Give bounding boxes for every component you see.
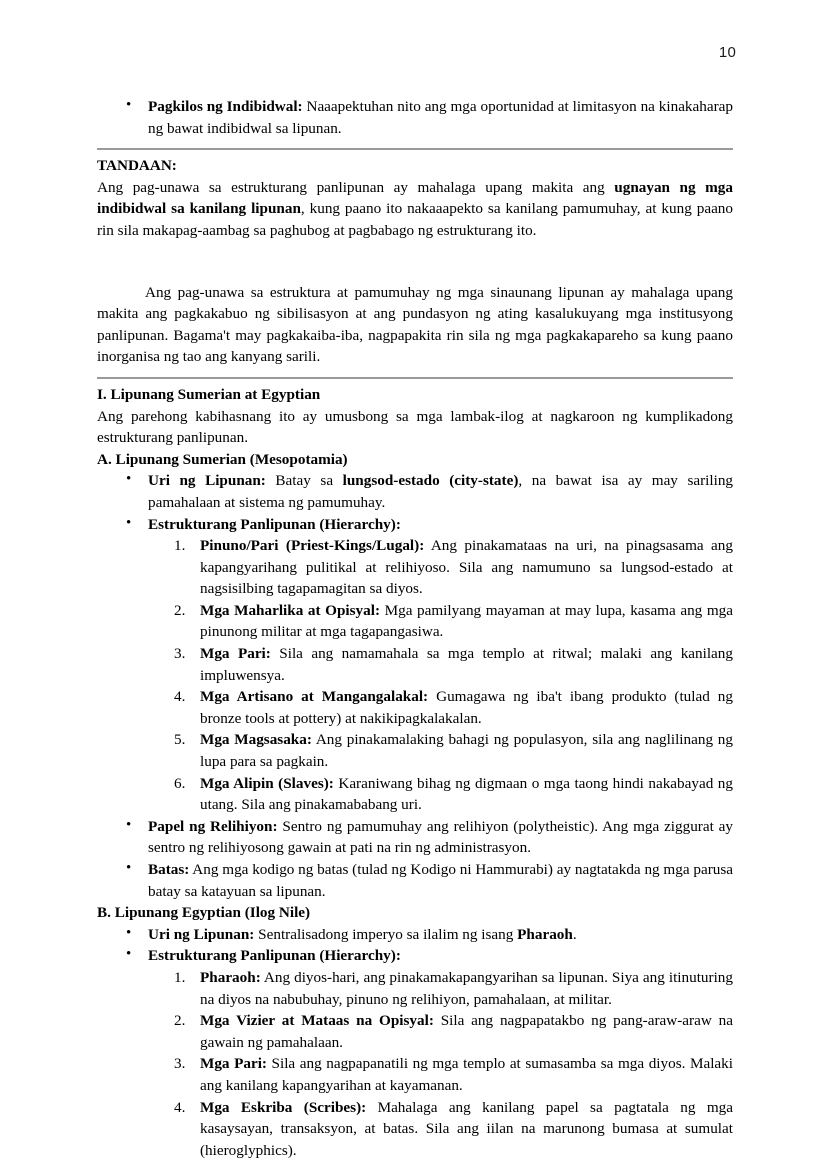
item-label: Mga Pari: xyxy=(200,645,271,663)
item-text: Ang pinakamalaking bahagi ng populasyon, sila ang naglilinang ng lupa para sa pagkain. xyxy=(200,731,733,771)
list-item xyxy=(97,729,733,772)
bullet-post: , na bawat isa ay may sariling pamahalaan at sistema ng pamumuhay. xyxy=(148,472,734,511)
item-label: Mga Pari: xyxy=(200,1055,267,1073)
bullet-pre: Batay sa xyxy=(265,472,343,490)
divider-section xyxy=(97,377,733,379)
bullet-label: Uri ng Lipunan: xyxy=(148,925,255,943)
item-label: Mga Maharlika at Opisyal: xyxy=(200,601,380,619)
item-label: Mga Magsasaka: xyxy=(200,731,312,749)
bullet-label: Estrukturang Panlipunan (Hierarchy): xyxy=(148,515,401,533)
list-item xyxy=(97,773,733,816)
bullet-label: Estrukturang Panlipunan (Hierarchy): xyxy=(148,947,401,965)
bullet-text: Ang mga kodigo ng batas (tulad ng Kodigo ni Hammurabi) ay nagtatakda ng mga parusa batay sa katayuan sa lipunan. xyxy=(148,861,734,900)
item-label: Pharaoh: xyxy=(200,968,261,986)
list-item xyxy=(97,945,733,967)
list-item xyxy=(97,514,733,536)
item-text: Karaniwang bihag ng digmaan o mga taong hindi nakabayad ng utang. Sila ang pinakamababang uri. xyxy=(200,774,733,814)
item-label: Mga Alipin (Slaves): xyxy=(200,774,334,792)
item-label: Mga Eskriba (Scribes): xyxy=(200,1098,367,1116)
page-number: 10 xyxy=(718,44,736,61)
list-item xyxy=(97,643,733,686)
list-item xyxy=(97,1010,733,1053)
bullet-label: Papel ng Relihiyon: xyxy=(148,817,278,835)
spacer xyxy=(97,242,733,282)
list-item xyxy=(97,600,733,643)
item-text: Sila ang namamahala sa mga templo at ritwal; malaki ang kanilang impluwensya. xyxy=(200,645,733,684)
section-B-bullets xyxy=(97,924,733,967)
item-label: Pinuno/Pari (Priest-Kings/Lugal): xyxy=(200,537,425,555)
item-text: Mahalaga ang kanilang papel sa pagtatala ng mga kasaysayan, transaksyon, at batas. Sila ang iilan na marunong bumasa at sumulat (hieroglyphics). xyxy=(200,1098,733,1159)
bullet-label: Batas: xyxy=(148,861,190,878)
list-item xyxy=(97,924,733,946)
bullet-text: Naaapektuhan nito ang mga oportunidad at limitasyon na kinakaharap ng bawat indibidwal sa lipunan. xyxy=(148,98,733,137)
item-text: Mga pamilyang mayaman at may lupa, kasama ang mga pinunong militar at mga tagapangasiwa. xyxy=(200,601,733,641)
item-text: Ang pinakamataas na uri, na pinagsasama ang kapangyarihang pulitikal at relihiyoso. Sila ang namumuno sa lungsod-estado at nagsisilbing tagapamagitan sa diyos. xyxy=(200,537,733,598)
bullet-label: Pagkilos ng Indibidwal: xyxy=(148,98,303,115)
item-text: Sila ang nagpapatakbo ng pang-araw-araw na gawain ng pamahalaan. xyxy=(200,1012,733,1051)
top-bullet-list xyxy=(97,96,733,139)
intro-paragraph: Ang pag-unawa sa estruktura at pamumuhay ng mga sinaunang lipunan ay mahalaga upang makita ang pagkakabuo ng sibilisasyon at ang pundasyon ng ating kasalukuyang mga institusyong panlipunan. Bagama't may pagkakaiba-iba, nagpapakita rin sila ng mga pagkakapareho sa kung paano inorganisa ng tao ang kanyang sarili. xyxy=(97,283,733,366)
bullet-pre: Sentralisadong imperyo sa ilalim ng isang xyxy=(254,925,518,943)
item-text: Gumagawa ng iba't ibang produkto (tulad ng bronze tools at pottery) at nakikipagkalakalan. xyxy=(200,688,733,727)
bullet-post: . xyxy=(572,925,577,943)
section-A-bullets xyxy=(97,470,733,535)
bullet-text: Sentro ng pamumuhay ang relihiyon (polytheistic). Ang mga ziggurat ay sentro ng relihiyosong gawain at pati na rin ng administrasyon. xyxy=(148,817,734,857)
item-label: Mga Artisano at Mangangalakal: xyxy=(200,688,429,706)
tandaan-part2: , kung paano ito nakaaapekto sa kanilang pamumuhay, at kung paano rin sila makapag-aambag sa paghubog at pagbabago ng estrukturang ito. xyxy=(97,200,733,239)
list-item xyxy=(97,96,733,139)
section-B-hierarchy-list xyxy=(97,967,733,1161)
list-item xyxy=(97,470,733,513)
list-item xyxy=(97,859,733,902)
section-B-heading: B. Lipunang Egyptian (Ilog Nile) xyxy=(97,904,311,922)
list-item xyxy=(97,686,733,729)
tandaan-bold: ugnayan ng mga indibidwal sa kanilang lipunan xyxy=(97,178,733,218)
item-text: Sila ang nagpapanatili ng mga templo at sumasamba sa mga diyos. Malaki ang kanilang kapangyarihan at kayamanan. xyxy=(200,1055,733,1094)
list-item xyxy=(97,1097,733,1162)
tandaan-paragraph xyxy=(97,177,733,242)
document-body xyxy=(97,96,733,1161)
item-label: Mga Vizier at Mataas na Opisyal: xyxy=(200,1012,434,1030)
section-A-hierarchy-list xyxy=(97,535,733,816)
bullet-bold-mid: Pharaoh xyxy=(517,925,573,943)
list-item xyxy=(97,816,733,859)
tandaan-part1: Ang pag-unawa sa estrukturang panlipunan ay mahalaga upang makita ang xyxy=(97,178,615,196)
list-item xyxy=(97,967,733,1010)
list-item xyxy=(97,535,733,600)
section-A-heading: A. Lipunang Sumerian (Mesopotamia) xyxy=(97,450,348,468)
tandaan-heading: TANDAAN: xyxy=(97,157,177,175)
section-A-bullets-after xyxy=(97,816,733,902)
section-I-text: Ang parehong kabihasnang ito ay umusbong sa mga lambak-ilog at nagkaroon ng kumplikadong estrukturang panlipunan. xyxy=(97,407,733,447)
section-I-heading: I. Lipunang Sumerian at Egyptian xyxy=(97,385,321,403)
divider-top xyxy=(97,148,733,150)
bullet-bold-mid: lungsod-estado (city-state) xyxy=(342,472,519,490)
bullet-label: Uri ng Lipunan: xyxy=(148,472,266,490)
item-text: Ang diyos-hari, ang pinakamakapangyarihan sa lipunan. Siya ang itinuturing na diyos na nabubuhay, pinuno ng relihiyon, pamahalaan, at militar. xyxy=(200,968,733,1008)
list-item xyxy=(97,1053,733,1096)
